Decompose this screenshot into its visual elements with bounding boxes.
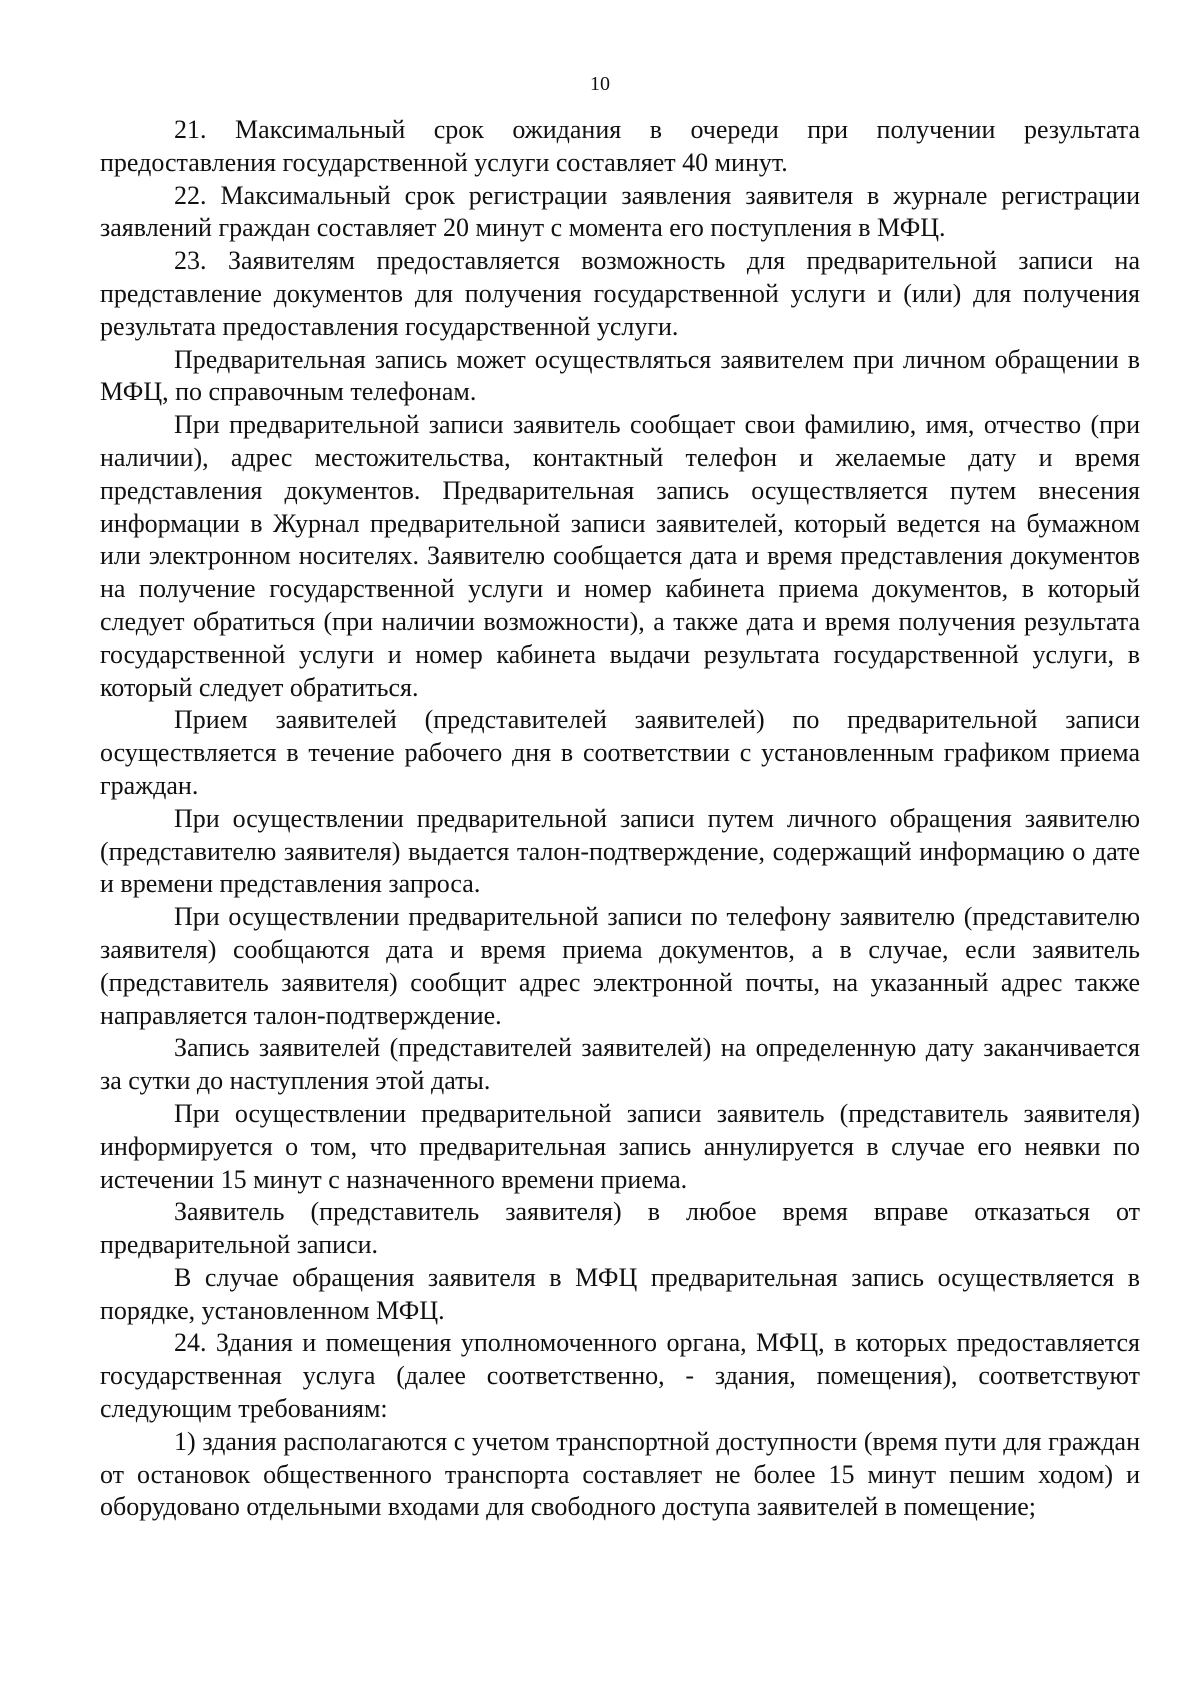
paragraph-mfc-order: В случае обращения заявителя в МФЦ предварительная запись осуществляется в порядке, установленном МФЦ. [100,1262,1140,1325]
page-number: 10 [590,73,610,95]
paragraph-24: 24. Здания и помещения уполномоченного органа, МФЦ, в которых предоставляется государственная услуга (далее соответственно, - здания, помещения), соответствуют следующим требованиям: [100,1328,1140,1424]
paragraph-phone-record: При осуществлении предварительной записи по телефону заявителю (представителю заявителя) сообщаются дата и время приема документов, а в случае, если заявитель (представитель заявителя) сообщит адрес электронной почты, на указанный адрес также направляется талон-подтверждение. [100,902,1140,1030]
paragraph-refusal: Заявитель (представитель заявителя) в любое время вправе отказаться от предварительной записи. [100,1197,1140,1260]
paragraph-record-deadline: Запись заявителей (представителей заявителей) на определенную дату заканчивается за сутки до наступления этой даты. [100,1033,1140,1096]
paragraph-personal-visit: При осуществлении предварительной записи путем личного обращения заявителю (представителю заявителя) выдается талон-подтверждение, содержащий информацию о дате и времени представления запроса. [100,803,1140,899]
paragraph-reception-schedule: Прием заявителей (представителей заявителей) по предварительной записи осуществляется в течение рабочего дня в соответствии с установленным графиком приема граждан. [100,705,1140,800]
paragraph-24-item-1: 1) здания располагаются с учетом транспортной доступности (время пути для граждан от остановок общественного транспорта составляет не более 15 минут пешим ходом) и оборудовано отдельными входами для свободного доступа заявителей в помещение; [100,1426,1140,1522]
paragraph-record-details: При предварительной записи заявитель сообщает свои фамилию, имя, отчество (при наличии), адрес местожительства, контактный телефон и желаемые дату и время представления документов. Предварительная запись осуществляется путем внесения информации в Журнал предварительной записи заявителей, который ведется на бумажном или электронном носителях. Заявителю сообщается дата и время представления документов на получение государственной услуги и номер кабинета приема документов, в который следует обратиться (при наличии возможности), а также дата и время получения результата государственной услуги и номер кабинета выдачи результата государственной услуги, в который следует обратиться. [100,410,1140,702]
paragraph-22: 22. Максимальный срок регистрации заявления заявителя в журнале регистрации заявлений граждан составляет 20 минут с момента его поступления в МФЦ. [100,180,1140,243]
paragraph-21: 21. Максимальный срок ожидания в очереди при получении результата предоставления государственной услуги составляет 40 минут. [100,115,1140,177]
paragraph-23: 23. Заявителям предоставляется возможность для предварительной записи на представление документов для получения государственной услуги и (или) для получения результата предоставления государственной услуги. [100,246,1140,341]
document-body [100,114,1140,1524]
paragraph-preliminary-record: Предварительная запись может осуществляться заявителем при личном обращении в МФЦ, по справочным телефонам. [100,344,1140,407]
paragraph-record-cancellation: При осуществлении предварительной записи заявитель (представитель заявителя) информируется о том, что предварительная запись аннулируется в случае его неявки по истечении 15 минут с назначенного времени приема. [100,1098,1140,1194]
